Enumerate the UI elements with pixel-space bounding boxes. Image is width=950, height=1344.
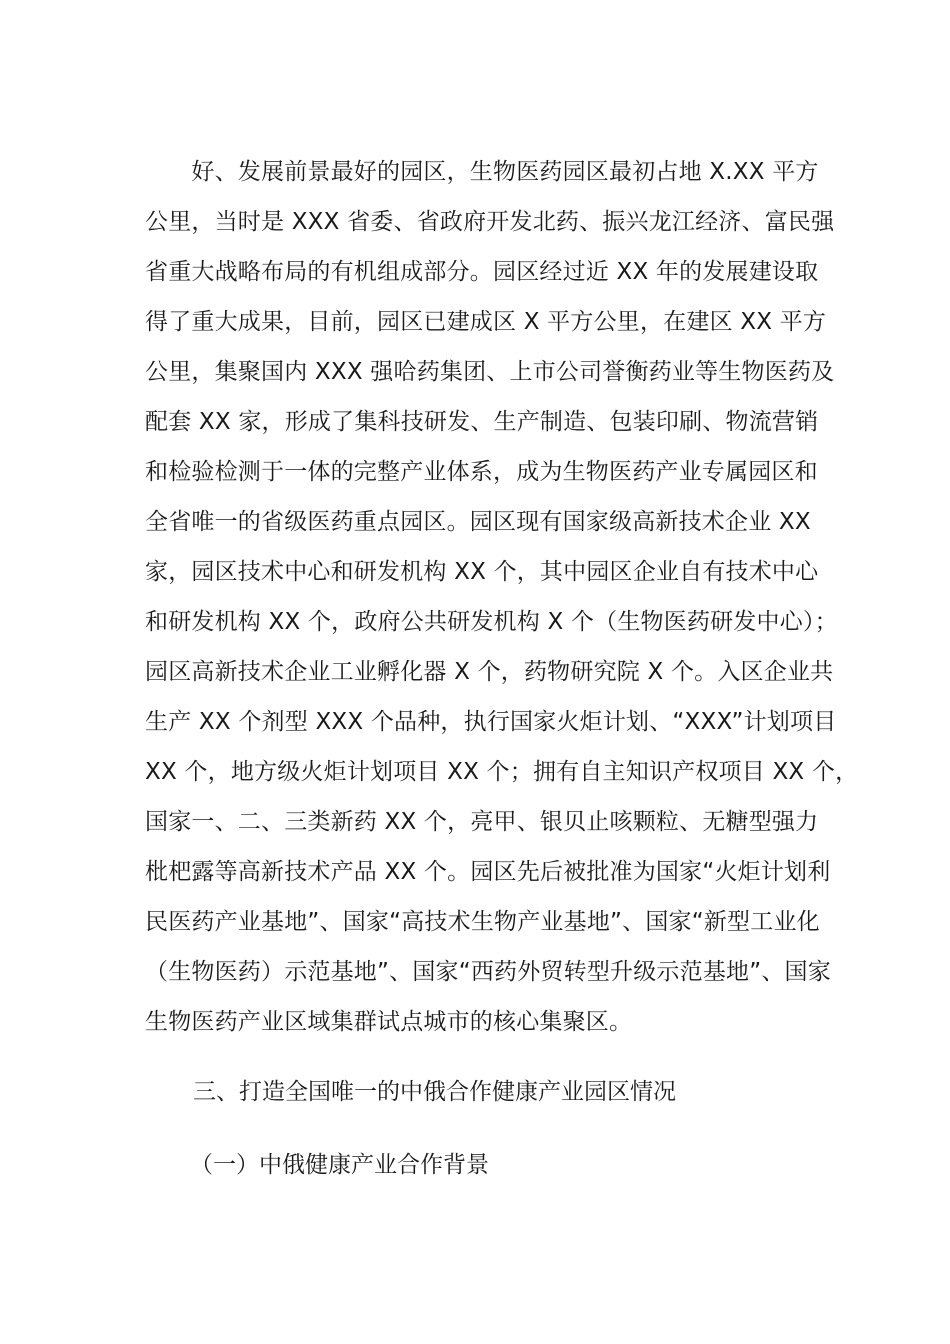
paragraph-line: 民医药产业基地”、国家“高技术生物产业基地”、国家“新型工业化 — [145, 909, 820, 935]
paragraph-line: XX 个，地方级火炬计划项目 XX 个；拥有自主知识产权项目 XX 个， — [145, 759, 859, 785]
paragraph-line: 生物医药产业区域集群试点城市的核心集聚区。 — [145, 1009, 633, 1035]
paragraph-line: 得了重大成果，目前，园区已建成区 X 平方公里，在建区 XX 平方 — [145, 309, 827, 335]
paragraph-line: 枇杷露等高新技术产品 XX 个。园区先后被批准为国家“火炬计划利 — [145, 859, 831, 885]
paragraph-line: （生物医药）示范基地”、国家“西药外贸转型升级示范基地”、国家 — [145, 959, 831, 985]
paragraph-line: 园区高新技术企业工业孵化器 X 个，药物研究院 X 个。入区企业共 — [145, 659, 834, 685]
paragraph-line: 省重大战略布局的有机组成部分。园区经过近 XX 年的发展建设取 — [145, 259, 819, 285]
paragraph-line: 和研发机构 XX 个，政府公共研发机构 X 个（生物医药研发中心）； — [145, 609, 838, 635]
paragraph-line: 全省唯一的省级医药重点园区。园区现有国家级高新技术企业 XX — [145, 509, 811, 535]
subsection-heading: （一）中俄健康产业合作背景 — [190, 1152, 489, 1178]
paragraph-line: 和检验检测于一体的完整产业体系，成为生物医药产业专属园区和 — [145, 459, 818, 485]
paragraph-line: 国家一、二、三类新药 XX 个，亮甲、银贝止咳颗粒、无糖型强力 — [145, 809, 819, 835]
section-heading: 三、打造全国唯一的中俄合作健康产业园区情况 — [193, 1079, 676, 1105]
paragraph-line: 好、发展前景最好的园区，生物医药园区最初占地 X.XX 平方 — [145, 159, 819, 185]
paragraph-line: 公里，集聚国内 XXX 强哈药集团、上市公司誉衡药业等生物医药及 — [145, 359, 835, 385]
paragraph-line: 公里，当时是 XXX 省委、省政府开发北药、振兴龙江经济、富民强 — [145, 209, 835, 235]
paragraph-line: 配套 XX 家，形成了集科技研发、生产制造、包装印刷、物流营销 — [145, 409, 819, 435]
paragraph-line: 家，园区技术中心和研发机构 XX 个，其中园区企业自有技术中心 — [145, 559, 819, 585]
paragraph-line: 生产 XX 个剂型 XXX 个品种，执行国家火炬计划、“XXX”计划项目 — [145, 709, 837, 735]
